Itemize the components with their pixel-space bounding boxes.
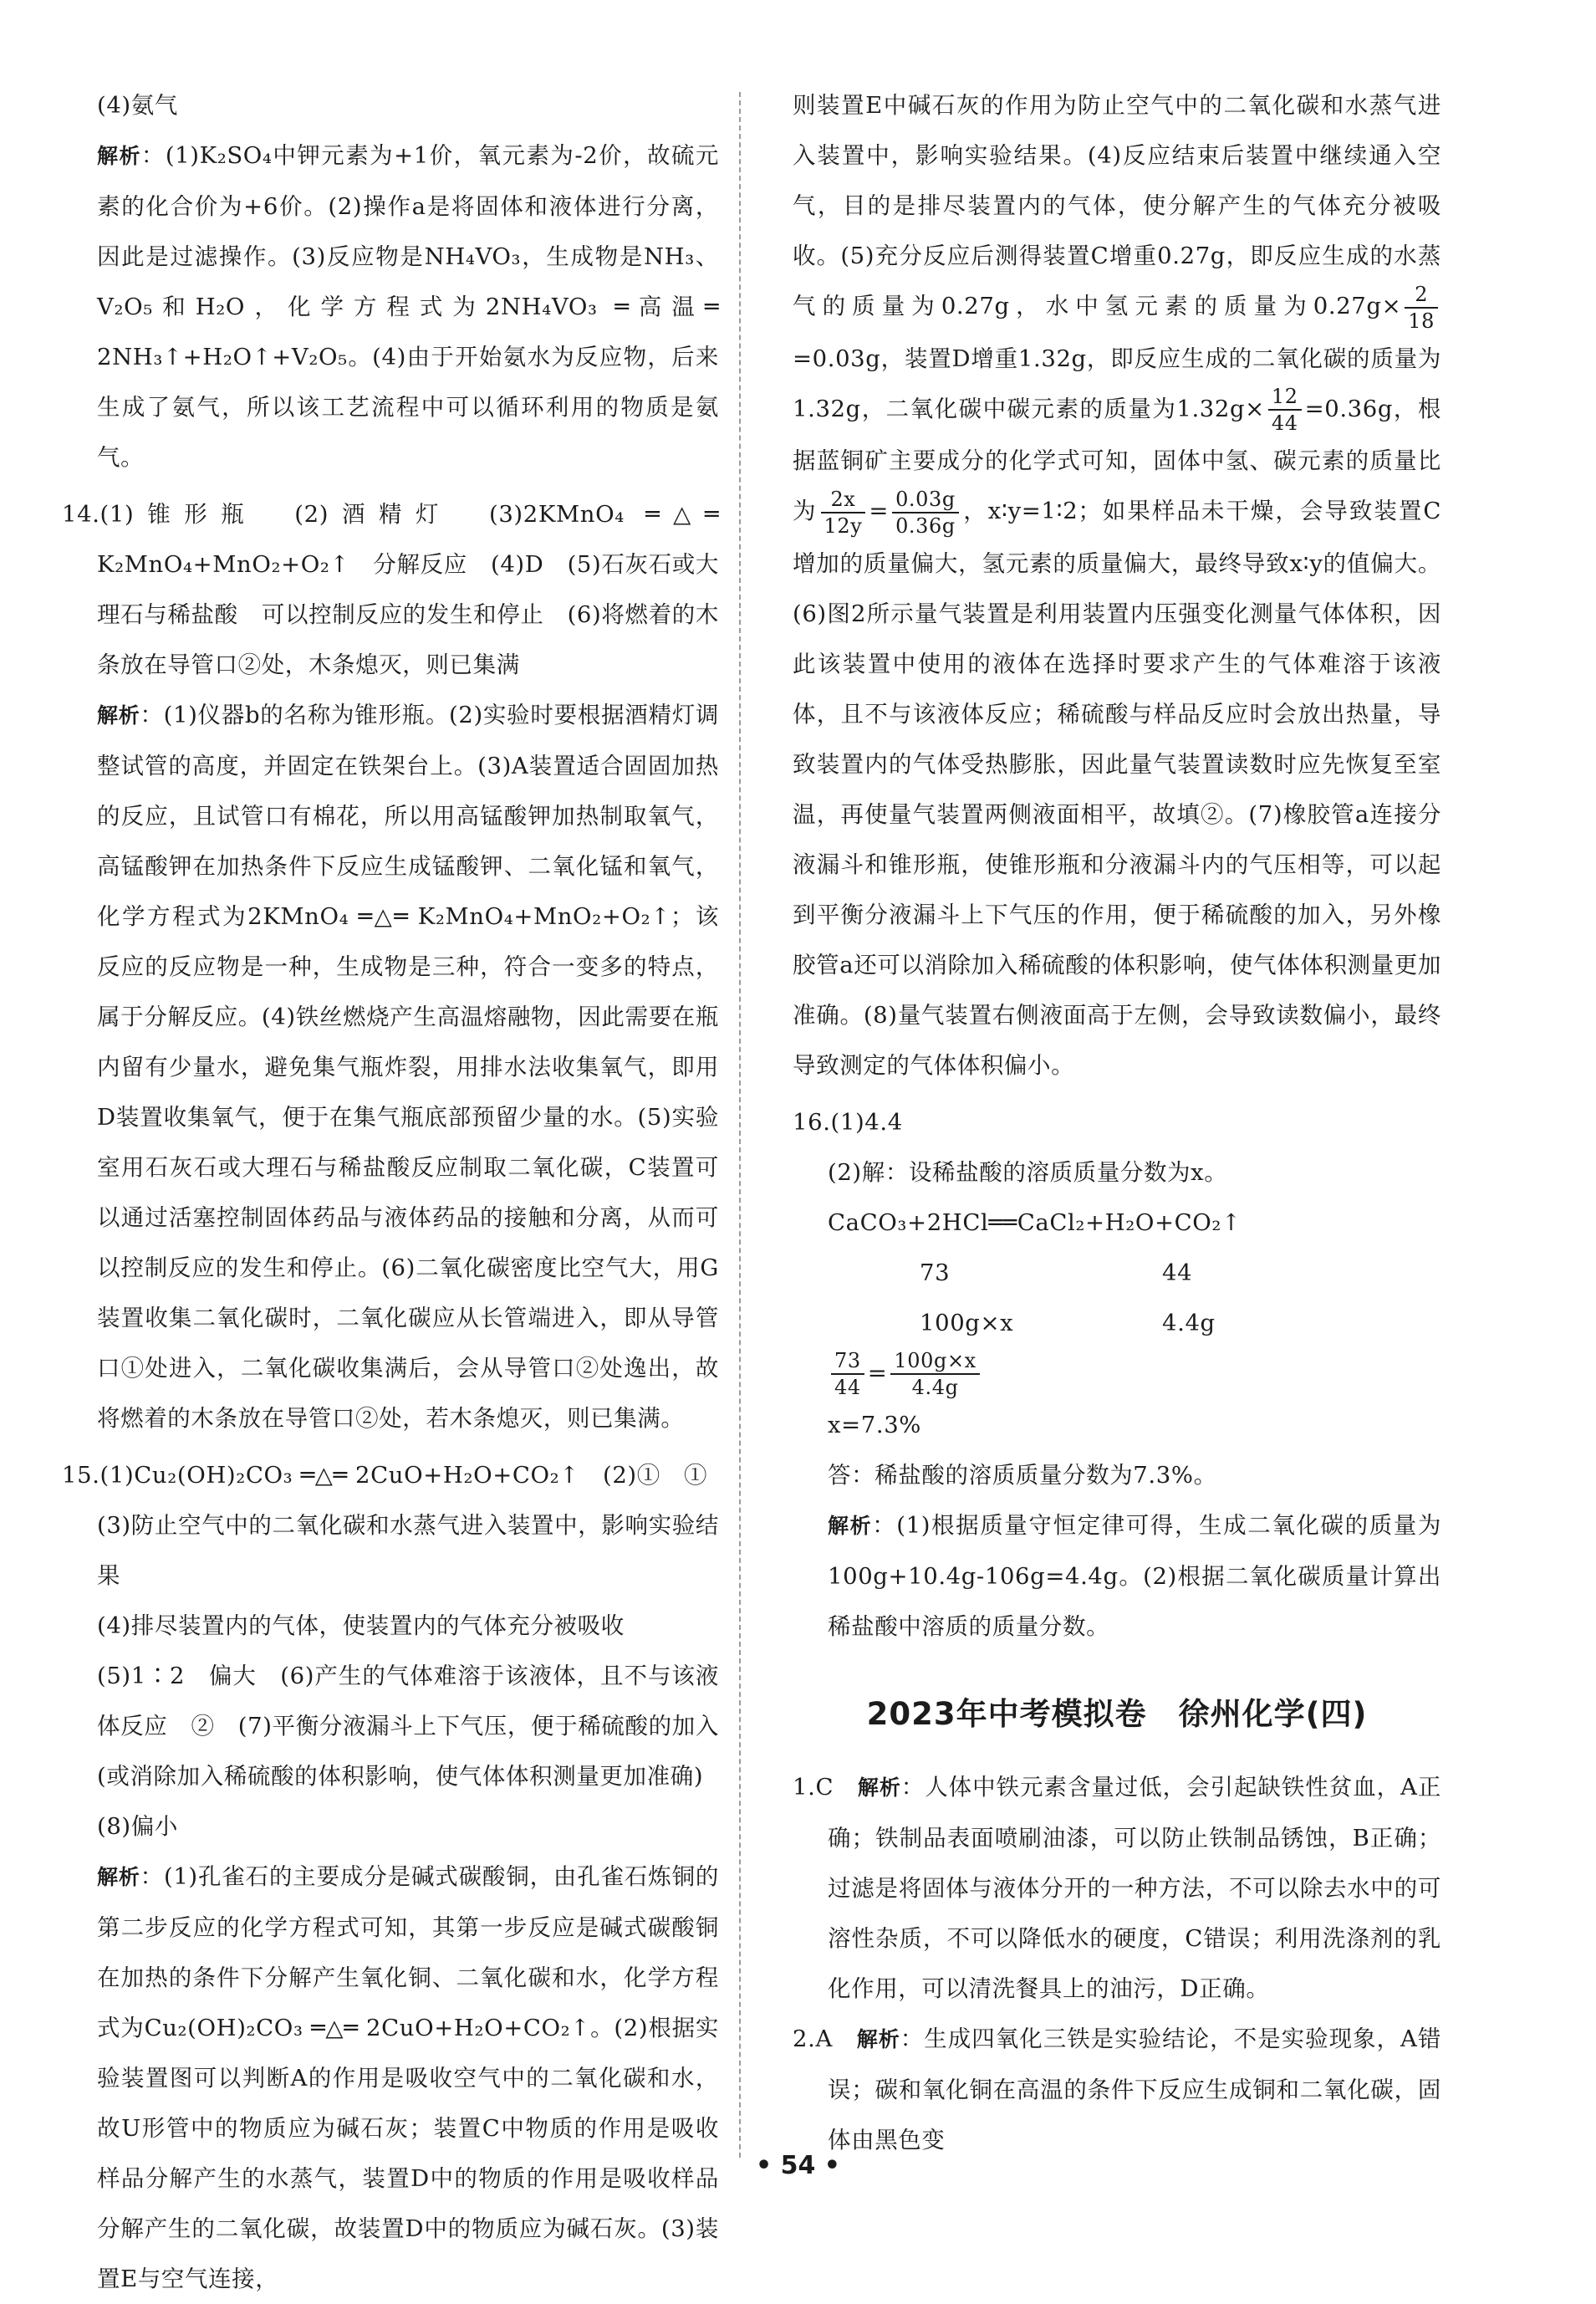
ratio-cell: 100g×x [920, 1309, 1014, 1336]
fraction [1268, 384, 1302, 436]
fraction [890, 1348, 979, 1400]
fraction [831, 1348, 864, 1400]
fraction [821, 487, 866, 539]
q15-answer-3: (3)防止空气中的二氧化碳和水蒸气进入装置中，影响实验结果 [97, 1512, 719, 1589]
equals-sign: = [869, 498, 890, 524]
column-divider [739, 92, 741, 2158]
numerator: 2 [1405, 282, 1438, 309]
numerator: 100g×x [890, 1348, 979, 1375]
q1-answer [793, 1762, 1441, 2014]
q15-answer-5: (5)1∶2 偏大 (6)产生的气体难溶于该液体，且不与该液体反应 ② (7)平衡分液漏斗上下气压，便于稀硫酸的加入(或消除加入稀硫酸的体积影响，使气体体积测量更加准确) [97, 1663, 719, 1790]
fraction [892, 487, 959, 539]
denominator: 44 [834, 1376, 861, 1399]
analysis-label: 解析 [828, 1514, 873, 1538]
analysis-label: 解析 [97, 144, 141, 168]
numerator: 73 [831, 1348, 864, 1375]
q16-ratio-table [793, 1248, 1441, 1348]
numerator: 2x [821, 487, 866, 513]
q15-analysis-continued [793, 80, 1441, 1091]
denominator: 44 [1271, 411, 1298, 435]
analysis-text: ：人体中铁元素含量过低，会引起缺铁性贫血，A正确；铁制品表面喷刷油漆，可以防止铁制品锈蚀，B正确；过滤是将固体与液体分开的一种方法，不可以除去水中的可溶性杂质，不可以降低水的硬度，C错误；利用洗涤剂的乳化作用，可以清洗餐具上的油污，D正确。 [828, 1774, 1441, 2002]
ratio-cell: 73 [920, 1259, 951, 1286]
q14-analysis [62, 690, 719, 1443]
analysis-label: 解析 [97, 703, 140, 728]
analysis-text: ：生成四氧化三铁是实验结论，不是实验现象，A错误；碳和氧化铜在高温的条件下反应生成铜和二氧化碳，固体由黑色变 [828, 2026, 1441, 2153]
denominator: 0.36g [895, 513, 956, 538]
analysis-label: 解析 [97, 1865, 140, 1889]
q13-answer-4: (4)氨气 [97, 92, 178, 119]
text-segment: 则装置E中碱石灰的作用为防止空气中的二氧化碳和水蒸气进入装置中，影响实验结果。(4)反应结束后装置中继续通入空气，目的是排尽装置内的气体，使分解产生的气体充分被吸收。(5)充分反应后测得装置C增重0.27g，即反应生成的水蒸气的质量为0.27g，水中氢元素的质量为0.27g× [793, 92, 1441, 319]
ratio-row [828, 1248, 1441, 1298]
analysis-label: 解析 [856, 2027, 900, 2051]
q2-answer [793, 2014, 1441, 2165]
analysis-text: ：(1)根据质量守恒定律可得，生成二氧化碳的质量为100g+10.4g-106g=4.4g。(2)根据二氧化碳质量计算出稀盐酸中溶质的质量分数。 [828, 1512, 1441, 1640]
question-number: 2.A [793, 2026, 857, 2052]
fraction [1405, 282, 1438, 334]
analysis-text: ：(1)K₂SO₄中钾元素为+1价，氧元素为-2价，故硫元素的化合价为+6价。(2)操作a是将固体和液体进行分离，因此是过滤操作。(3)反应物是NH₄VO₃，生成物是NH₃、V₂O₅和H₂O，化学方程式为2NH₄VO₃ ═高温═ 2NH₃↑+H₂O↑+V₂O₅。(4)由于开始氨水为反应物，后来生成了氨气，所以该工艺流程中可以循环利用的物质是氨气。 [97, 142, 720, 471]
ratio-cell: 44 [1162, 1259, 1193, 1286]
analysis-text: ：(1)孔雀石的主要成分是碱式碳酸铜，由孔雀石炼铜的第二步反应的化学方程式可知，其第一步反应是碱式碳酸铜在加热的条件下分解产生氧化铜、二氧化碳和水，化学方程式为Cu₂(OH)₂CO₃ ═△═ 2CuO+H₂O+CO₂↑。(2)根据实验装置图可以判断A的作用是吸收空气中的二氧化碳和水，故U形管中的物质应为碱石灰；装置C中物质的作用是吸收样品分解产生的水蒸气，装置D中的物质的作用是吸收样品分解产生的二氧化碳，故装置D中的物质应为碱石灰。(3)装置E与空气连接， [97, 1863, 719, 2292]
numerator: 12 [1268, 384, 1302, 411]
q16-answer-2: (2)解：设稀盐酸的溶质质量分数为x。 [828, 1158, 1228, 1186]
section-title: 2023年中考模拟卷 徐州化学(四) [866, 1696, 1368, 1732]
left-column [62, 80, 719, 2304]
q16-answer-1: 16.(1)4.4 [793, 1108, 903, 1136]
page-number: • 54 • [756, 2151, 840, 2180]
question-number: 1.C [793, 1774, 858, 1801]
q14-answer: 14.(1)锥形瓶 (2)酒精灯 (3)2KMnO₄ ═△═ K₂MnO₄+MnO₂+O₂↑ 分解反应 (4)D (5)石灰石或大理石与稀盐酸 可以控制反应的发生和停止 (6)将燃着的木条放在导管口②处，木条熄灭，则已集满 [62, 501, 719, 678]
q15-analysis [62, 1852, 719, 2304]
q16-equation: CaCO₃+2HCl══CaCl₂+H₂O+CO₂↑ [828, 1208, 1242, 1236]
equals-sign: = [867, 1359, 888, 1387]
q15-answer-8: (8)偏小 [97, 1813, 178, 1840]
text-segment: =0.36g，根据蓝铜矿主要成分的化学式可知，固体中氢、碳元素的质量比为 [793, 395, 1441, 524]
text-segment: =0.03g，装置D增重1.32g，即反应生成的二氧化碳的质量为1.32g，二氧化碳中碳元素的质量为1.32g× [793, 345, 1441, 422]
q16-final-answer: 答：稀盐酸的溶质质量分数为7.3%。 [828, 1462, 1217, 1489]
right-column [793, 80, 1441, 2165]
q13-analysis [62, 130, 719, 483]
text-segment: ，x∶y=1∶2；如果样品未干燥，会导致装置C增加的质量偏大，氢元素的质量偏大，最终导致x∶y的值偏大。(6)图2所示量气装置是利用装置内压强变化测量气体体积，因此该装置中使用的液体在选择时要求产生的气体难溶于该液体，且不与该液体反应；稀硫酸与样品反应时会放出热量，导致装置内的气体受热膨胀，因此量气装置读数时应先恢复至室温，再使量气装置两侧液面相平，故填②。(7)橡胶管a连接分液漏斗和锥形瓶，使锥形瓶和分液漏斗内的气压相等，可以起到平衡分液漏斗上下气压的作用，便于稀硫酸的加入，另外橡胶管a还可以消除加入稀硫酸的体积影响，使气体体积测量更加准确。(8)量气装置右侧液面高于左侧，会导致读数偏小，最终导致测定的气体体积偏小。 [793, 498, 1441, 1079]
numerator: 0.03g [892, 487, 959, 513]
ratio-cell: 4.4g [1162, 1309, 1216, 1336]
denominator: 4.4g [911, 1376, 959, 1399]
denominator: 12y [823, 513, 863, 538]
q16-analysis [793, 1500, 1441, 1652]
q15-answer-4: (4)排尽装置内的气体，使装置内的气体充分被吸收 [97, 1612, 625, 1639]
analysis-text: ：(1)仪器b的名称为锥形瓶。(2)实验时要根据酒精灯调整试管的高度，并固定在铁架台上。(3)A装置适合固固加热的反应，且试管口有棉花，所以用高锰酸钾加热制取氧气，高锰酸钾在加热条件下反应生成锰酸钾、二氧化锰和氧气，化学方程式为2KMnO₄ ═△═ K₂MnO₄+MnO₂+O₂↑；该反应的反应物是一种，生成物是三种，符合一变多的特点，属于分解反应。(4)铁丝燃烧产生高温熔融物，因此需要在瓶内留有少量水，避免集气瓶炸裂，用排水法收集氧气，即用D装置收集氧气，便于在集气瓶底部预留少量的水。(5)实验室用石灰石或大理石与稀盐酸反应制取二氧化碳，C装置可以通过活塞控制固体药品与液体药品的接触和分离，从而可以控制反应的发生和停止。(6)二氧化碳密度比空气大，用G装置收集二氧化碳时，二氧化碳应从长管端进入，即从导管口①处进入，二氧化碳收集满后，会从导管口②处逸出，故将燃着的木条放在导管口②处，若木条熄灭，则已集满。 [97, 702, 720, 1432]
q15-answer-1: 15.(1)Cu₂(OH)₂CO₃ ═△═ 2CuO+H₂O+CO₂↑ (2)① ① [62, 1462, 708, 1489]
denominator: 18 [1408, 309, 1435, 333]
ratio-row [828, 1298, 1441, 1348]
q16-result: x=7.3% [828, 1412, 922, 1438]
analysis-label: 解析 [857, 1775, 901, 1800]
q16-proportion [793, 1348, 1441, 1401]
